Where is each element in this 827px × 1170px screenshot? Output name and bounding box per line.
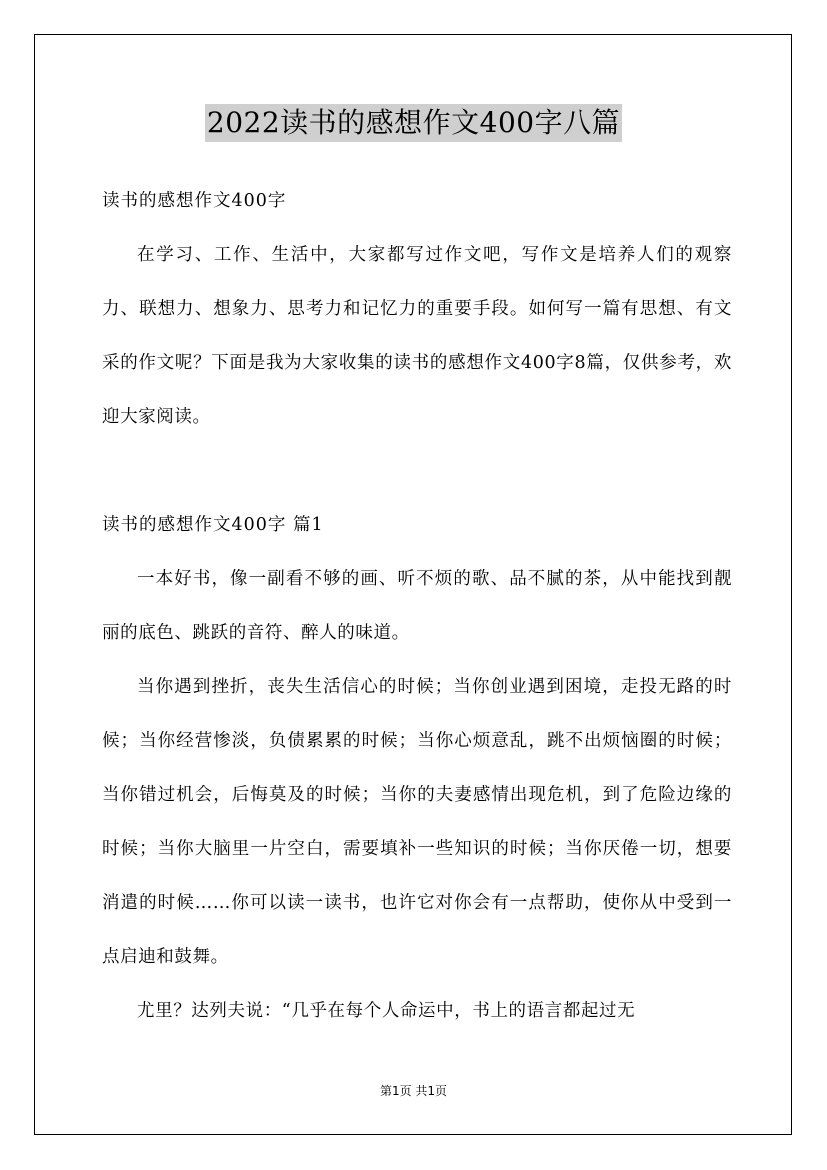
- title-container: [0, 104, 827, 142]
- section-heading: 读书的感想作文400字 篇1: [102, 515, 324, 535]
- page-footer: 第1页 共1页: [379, 1084, 448, 1098]
- body-paragraph: 尤里？达列夫说：“几乎在每个人命运中，书上的语言都起过无: [137, 1001, 636, 1021]
- intro-paragraph: 在学习、工作、生活中，大家都写过作文吧，写作文是培养人们的观察力、联想力、想象力、思考力和记忆力的重要手段。如何写一篇有思想、有文采的作文呢？下面是我为大家收集的读书的感想作文400字8篇，仅供参考，欢迎大家阅读。: [102, 245, 732, 427]
- document-title: 2022读书的感想作文400字八篇: [205, 104, 622, 142]
- section-heading: 读书的感想作文400字: [102, 191, 287, 211]
- document-body: [102, 174, 732, 1038]
- section-spacer: [102, 444, 732, 498]
- body-paragraph: 当你遇到挫折，丧失生活信心的时候；当你创业遇到困境，走投无路的时候；当你经营惨淡，负债累累的时候；当你心烦意乱，跳不出烦恼圈的时候；当你错过机会，后悔莫及的时候；当你的夫妻感情出现危机，到了危险边缘的时候；当你大脑里一片空白，需要填补一些知识的时候；当你厌倦一切，想要消遣的时候……你可以读一读书，也许它对你会有一点帮助，使你从中受到一点启迪和鼓舞。: [102, 677, 732, 967]
- body-paragraph: 一本好书，像一副看不够的画、听不烦的歌、品不腻的茶，从中能找到靓丽的底色、跳跃的音符、醉人的味道。: [102, 569, 732, 643]
